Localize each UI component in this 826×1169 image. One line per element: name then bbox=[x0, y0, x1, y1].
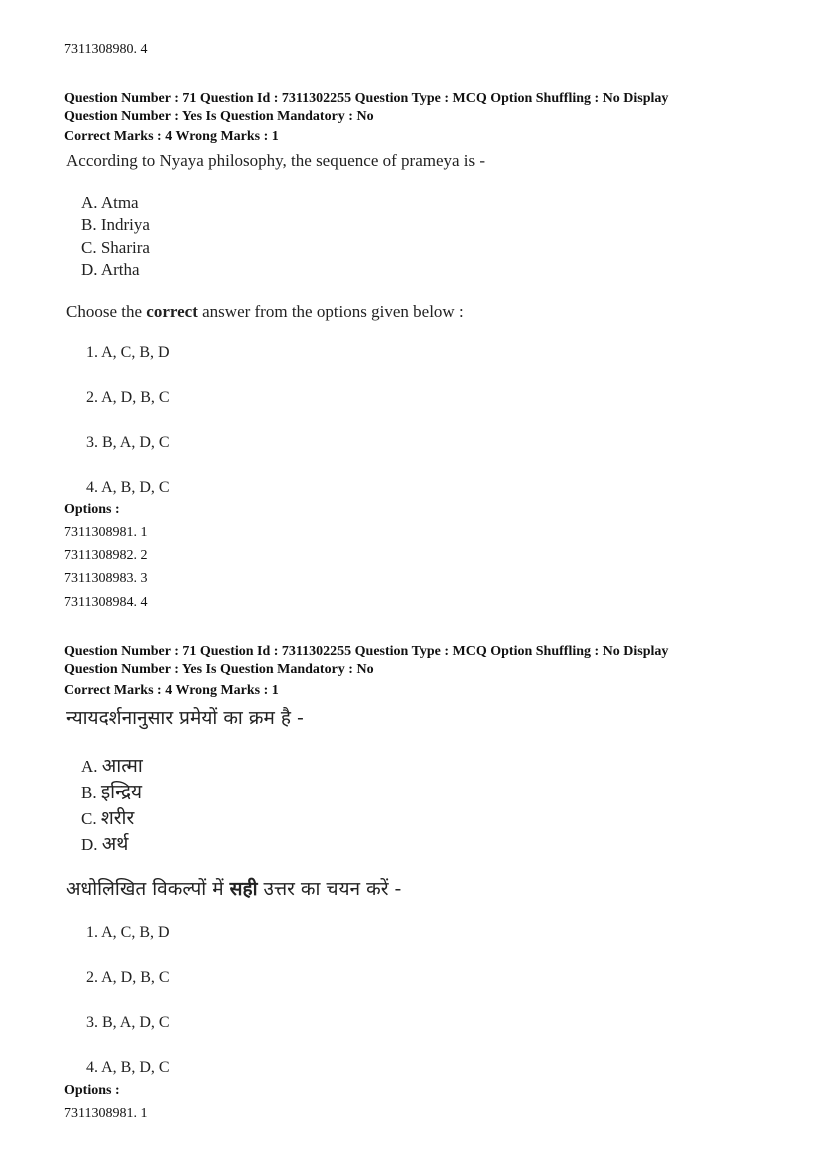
instruction-text-hindi: अधोलिखित विकल्पों में सही उत्तर का चयन करें - bbox=[66, 878, 402, 900]
previous-option-line: 7311308980. 4 bbox=[64, 42, 148, 57]
option-id-line: 7311308983. 3 bbox=[64, 571, 148, 586]
question-text: According to Nyaya philosophy, the sequence of prameya is - bbox=[66, 151, 486, 170]
answer-choice: 2. A, D, B, C bbox=[86, 389, 170, 406]
statement-item-hindi: D. अर्थ bbox=[81, 833, 129, 855]
answer-choice: 3. B, A, D, C bbox=[86, 434, 170, 451]
question-header-line-2: Question Number : Yes Is Question Mandatory : No bbox=[64, 109, 374, 124]
answer-choice: 4. A, B, D, C bbox=[86, 1059, 170, 1076]
option-id-line: 7311308981. 1 bbox=[64, 525, 148, 540]
statement-item-hindi: B. इन्द्रिय bbox=[81, 781, 143, 803]
statement-item: D. Artha bbox=[81, 260, 140, 279]
statement-item: C. Sharira bbox=[81, 238, 150, 257]
option-id-line: 7311308981. 1 bbox=[64, 1106, 148, 1121]
instruction-emphasis: सही bbox=[229, 878, 258, 900]
answer-choice: 3. B, A, D, C bbox=[86, 1014, 170, 1031]
question-text-hindi: न्यायदर्शनानुसार प्रमेयों का क्रम है - bbox=[66, 707, 304, 729]
statement-item: B. Indriya bbox=[81, 215, 150, 234]
marks-line: Correct Marks : 4 Wrong Marks : 1 bbox=[64, 683, 279, 698]
answer-choice: 1. A, C, B, D bbox=[86, 344, 170, 361]
instruction-text: Choose the correct answer from the options given below : bbox=[66, 302, 464, 321]
answer-choice: 4. A, B, D, C bbox=[86, 479, 170, 496]
instruction-emphasis: correct bbox=[146, 302, 198, 321]
option-id-line: 7311308984. 4 bbox=[64, 595, 148, 610]
question-header-line-1: Question Number : 71 Question Id : 7311302255 Question Type : MCQ Option Shuffling : No Display bbox=[64, 91, 669, 106]
options-label: Options : bbox=[64, 502, 120, 517]
answer-choice: 1. A, C, B, D bbox=[86, 924, 170, 941]
question-header-line-2: Question Number : Yes Is Question Mandatory : No bbox=[64, 662, 374, 677]
option-id-line: 7311308982. 2 bbox=[64, 548, 148, 563]
statement-item-hindi: A. आत्मा bbox=[81, 755, 143, 777]
marks-line: Correct Marks : 4 Wrong Marks : 1 bbox=[64, 129, 279, 144]
statement-item: A. Atma bbox=[81, 193, 139, 212]
statement-item-hindi: C. शरीर bbox=[81, 807, 135, 829]
options-label: Options : bbox=[64, 1083, 120, 1098]
question-header-line-1: Question Number : 71 Question Id : 7311302255 Question Type : MCQ Option Shuffling : No Display bbox=[64, 644, 669, 659]
answer-choice: 2. A, D, B, C bbox=[86, 969, 170, 986]
